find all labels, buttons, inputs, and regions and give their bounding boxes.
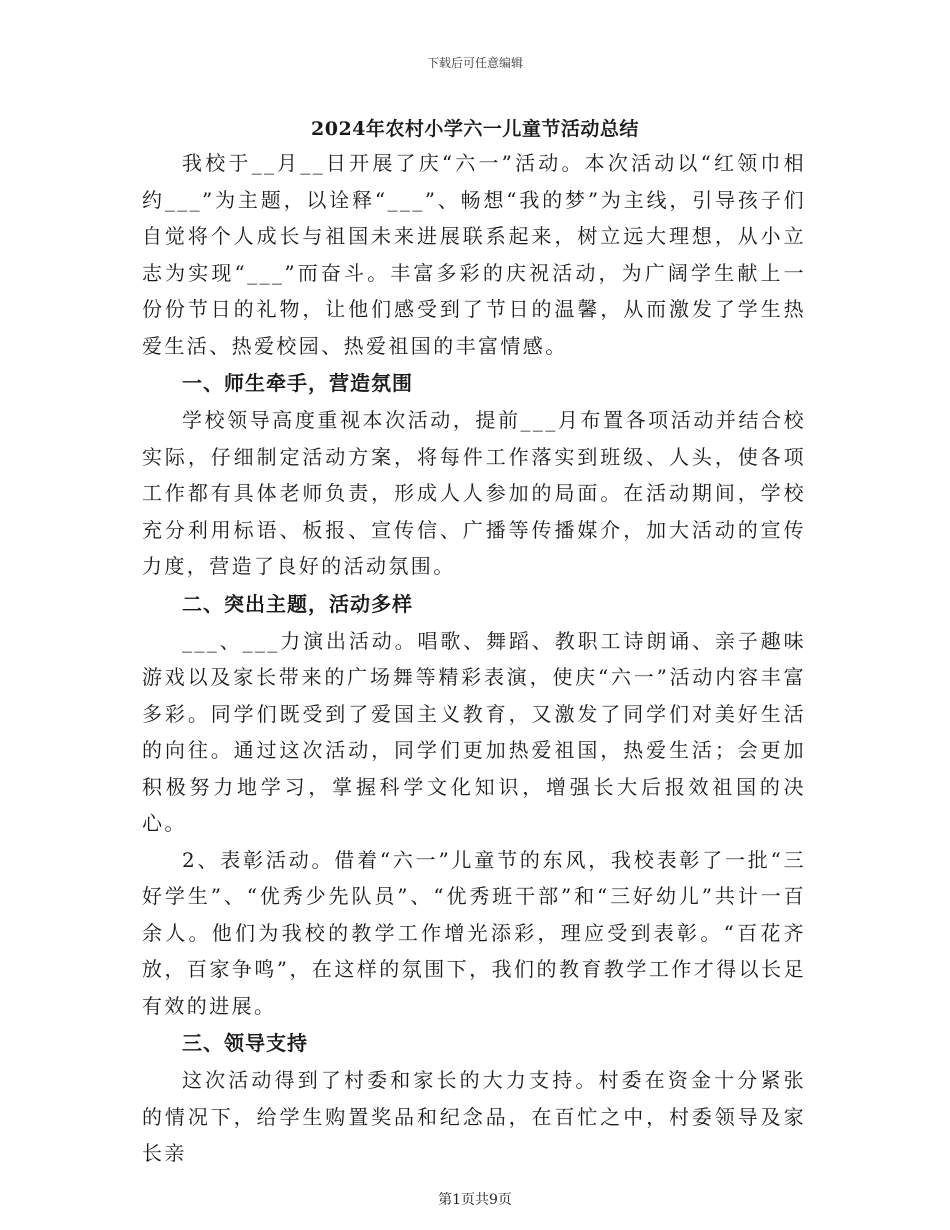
section-2-paragraph-1: ___、___力演出活动。唱歌、舞蹈、教职工诗朗诵、亲子趣味游戏以及家长带来的广场舞等精彩表演，使庆“六一”活动内容丰富多彩。同学们既受到了爱国主义教育，又激发了同学们对美好生活的向往。通过这次活动，同学们更加热爱祖国，热爱生活；会更加积极努力地学习，掌握科学文化知识，增强长大后报效祖国的决心。: [142, 628, 806, 835]
section-3-paragraph: 这次活动得到了村委和家长的大力支持。村委在资金十分紧张的情况下，给学生购置奖品和纪念品，在百忙之中，村委领导及家长亲: [142, 1068, 806, 1165]
section-2-paragraph-2: 2、表彰活动。借着“六一”儿童节的东风，我校表彰了一批“三好学生”、“优秀少先队员”、“优秀班干部”和“三好幼儿”共计一百余人。他们为我校的教学工作增光添彩，理应受到表彰。“百花齐放，百家争鸣”，在这样的氛围下，我们的教育教学工作才得以长足有效的进展。: [142, 847, 806, 1018]
section-heading-3: 三、领导支持: [182, 1031, 308, 1055]
header-note: 下载后可任意编辑: [426, 56, 523, 70]
section-heading-2: 二、突出主题，活动多样: [182, 591, 413, 616]
page-title: 2024年农村小学六一儿童节活动总结: [311, 118, 639, 140]
document-body: [142, 145, 806, 1172]
intro-paragraph: 我校于__月__日开展了庆“六一”活动。本次活动以“红领巾相约___”为主题，以诠释“___”、畅想“我的梦”为主线，引导孩子们自觉将个人成长与祖国未来进展联系起来，树立远大理想，从小立志为实现“___”而奋斗。丰富多彩的庆祝活动，为广阔学生献上一份份节日的礼物，让他们感受到了节日的温馨，从而激发了学生热爱生活、热爱校园、热爱祖国的丰富情感。: [142, 151, 806, 358]
section-heading-1: 一、师生牵手，营造氛围: [182, 371, 413, 395]
section-1-paragraph: 学校领导高度重视本次活动，提前___月布置各项活动并结合校实际，仔细制定活动方案，将每件工作落实到班级、人头，使各项工作都有具体老师负责，形成人人参加的局面。在活动期间，学校充分利用标语、板报、宣传信、广播等传播媒介，加大活动的宣传力度，营造了良好的活动氛围。: [142, 408, 806, 578]
page-number: 第1页共9页: [438, 1192, 512, 1208]
